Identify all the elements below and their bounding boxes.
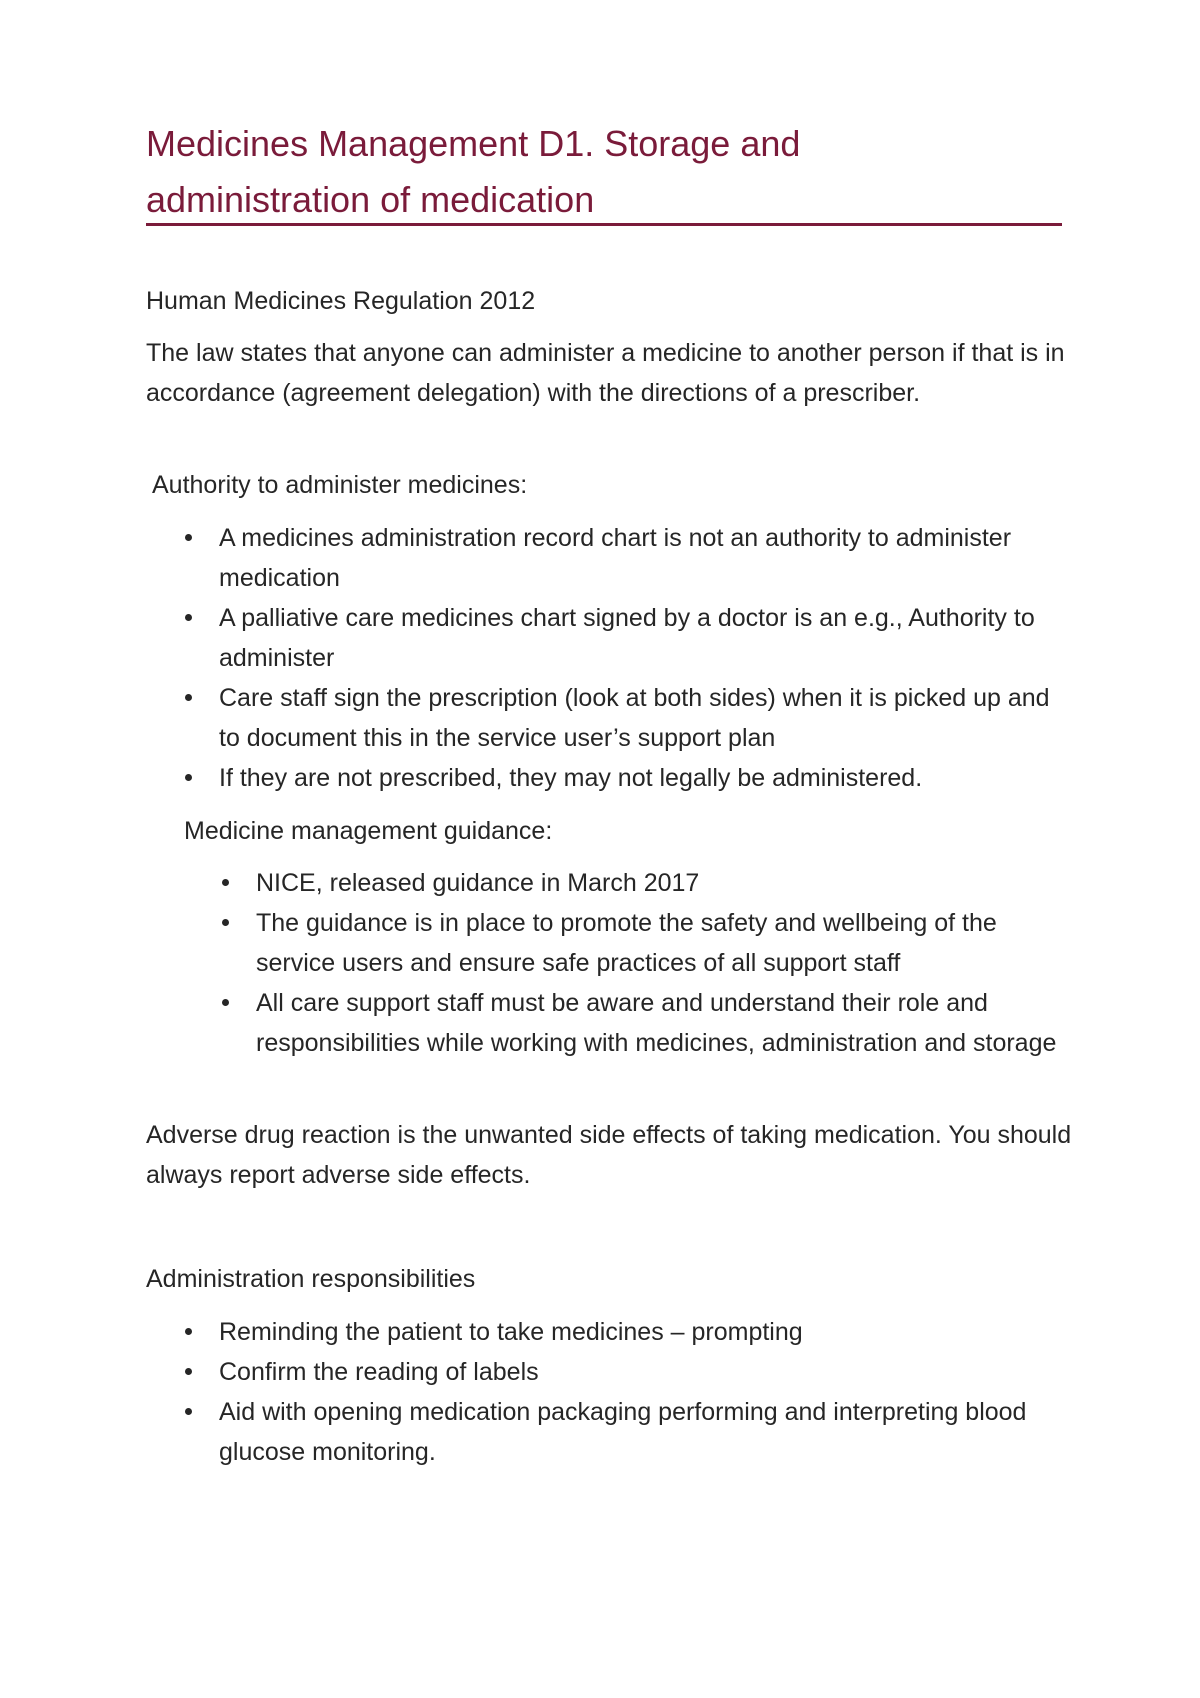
guidance-list (256, 863, 1066, 1063)
list-item-text: Care staff sign the prescription (look at both sides) when it is picked up and to document this in the service user’s support plan (219, 684, 1050, 752)
list-item (256, 903, 1066, 983)
list-item (219, 1312, 1074, 1352)
regulation-paragraph: The law states that anyone can administer a medicine to another person if that is in accordance (agreement delegation) with the directions of a prescriber. (146, 339, 1065, 407)
bullet-icon (185, 774, 192, 781)
responsibilities-list (219, 1312, 1074, 1472)
list-item (256, 983, 1066, 1063)
bullet-icon (222, 999, 229, 1006)
list-item-text: A palliative care medicines chart signed by a doctor is an e.g., Authority to administer (219, 604, 1035, 672)
title-line-1: Medicines Management D1. Storage and (146, 123, 801, 164)
authority-heading: Authority to administer medicines: (152, 471, 528, 499)
list-item (219, 1392, 1074, 1472)
bullet-icon (185, 1368, 192, 1375)
document-title (146, 116, 1066, 228)
list-item (219, 1352, 1074, 1392)
bullet-icon (185, 1408, 192, 1415)
list-item (219, 598, 1074, 678)
section-heading-regulation: Human Medicines Regulation 2012 (146, 287, 536, 315)
bullet-icon (185, 534, 192, 541)
list-item (219, 758, 1074, 798)
list-item (256, 863, 1066, 903)
guidance-heading: Medicine management guidance: (184, 817, 553, 845)
list-item (219, 518, 1074, 598)
list-item-text: The guidance is in place to promote the safety and wellbeing of the service users and ensure safe practices of all support staff (256, 909, 997, 977)
bullet-icon (222, 879, 229, 886)
bullet-icon (185, 614, 192, 621)
list-item-text: Confirm the reading of labels (219, 1358, 539, 1386)
list-item-text: Reminding the patient to take medicines – prompting (219, 1318, 803, 1346)
list-item (219, 678, 1074, 758)
list-item-text: NICE, released guidance in March 2017 (256, 869, 700, 897)
list-item-text: If they are not prescribed, they may not legally be administered. (219, 764, 923, 792)
authority-list (219, 518, 1074, 798)
responsibilities-heading: Administration responsibilities (146, 1265, 476, 1293)
list-item-text: All care support staff must be aware and understand their role and responsibilities while working with medicines, administration and storage (256, 989, 1057, 1057)
title-line-2: administration of medication (146, 179, 595, 220)
bullet-icon (185, 694, 192, 701)
bullet-icon (222, 919, 229, 926)
bullet-icon (185, 1328, 192, 1335)
adverse-reaction-paragraph: Adverse drug reaction is the unwanted side effects of taking medication. You should always report adverse side effects. (146, 1121, 1072, 1189)
list-item-text: A medicines administration record chart is not an authority to administer medication (219, 524, 1012, 592)
title-underline (146, 223, 1062, 226)
list-item-text: Aid with opening medication packaging performing and interpreting blood glucose monitoring. (219, 1398, 1027, 1466)
